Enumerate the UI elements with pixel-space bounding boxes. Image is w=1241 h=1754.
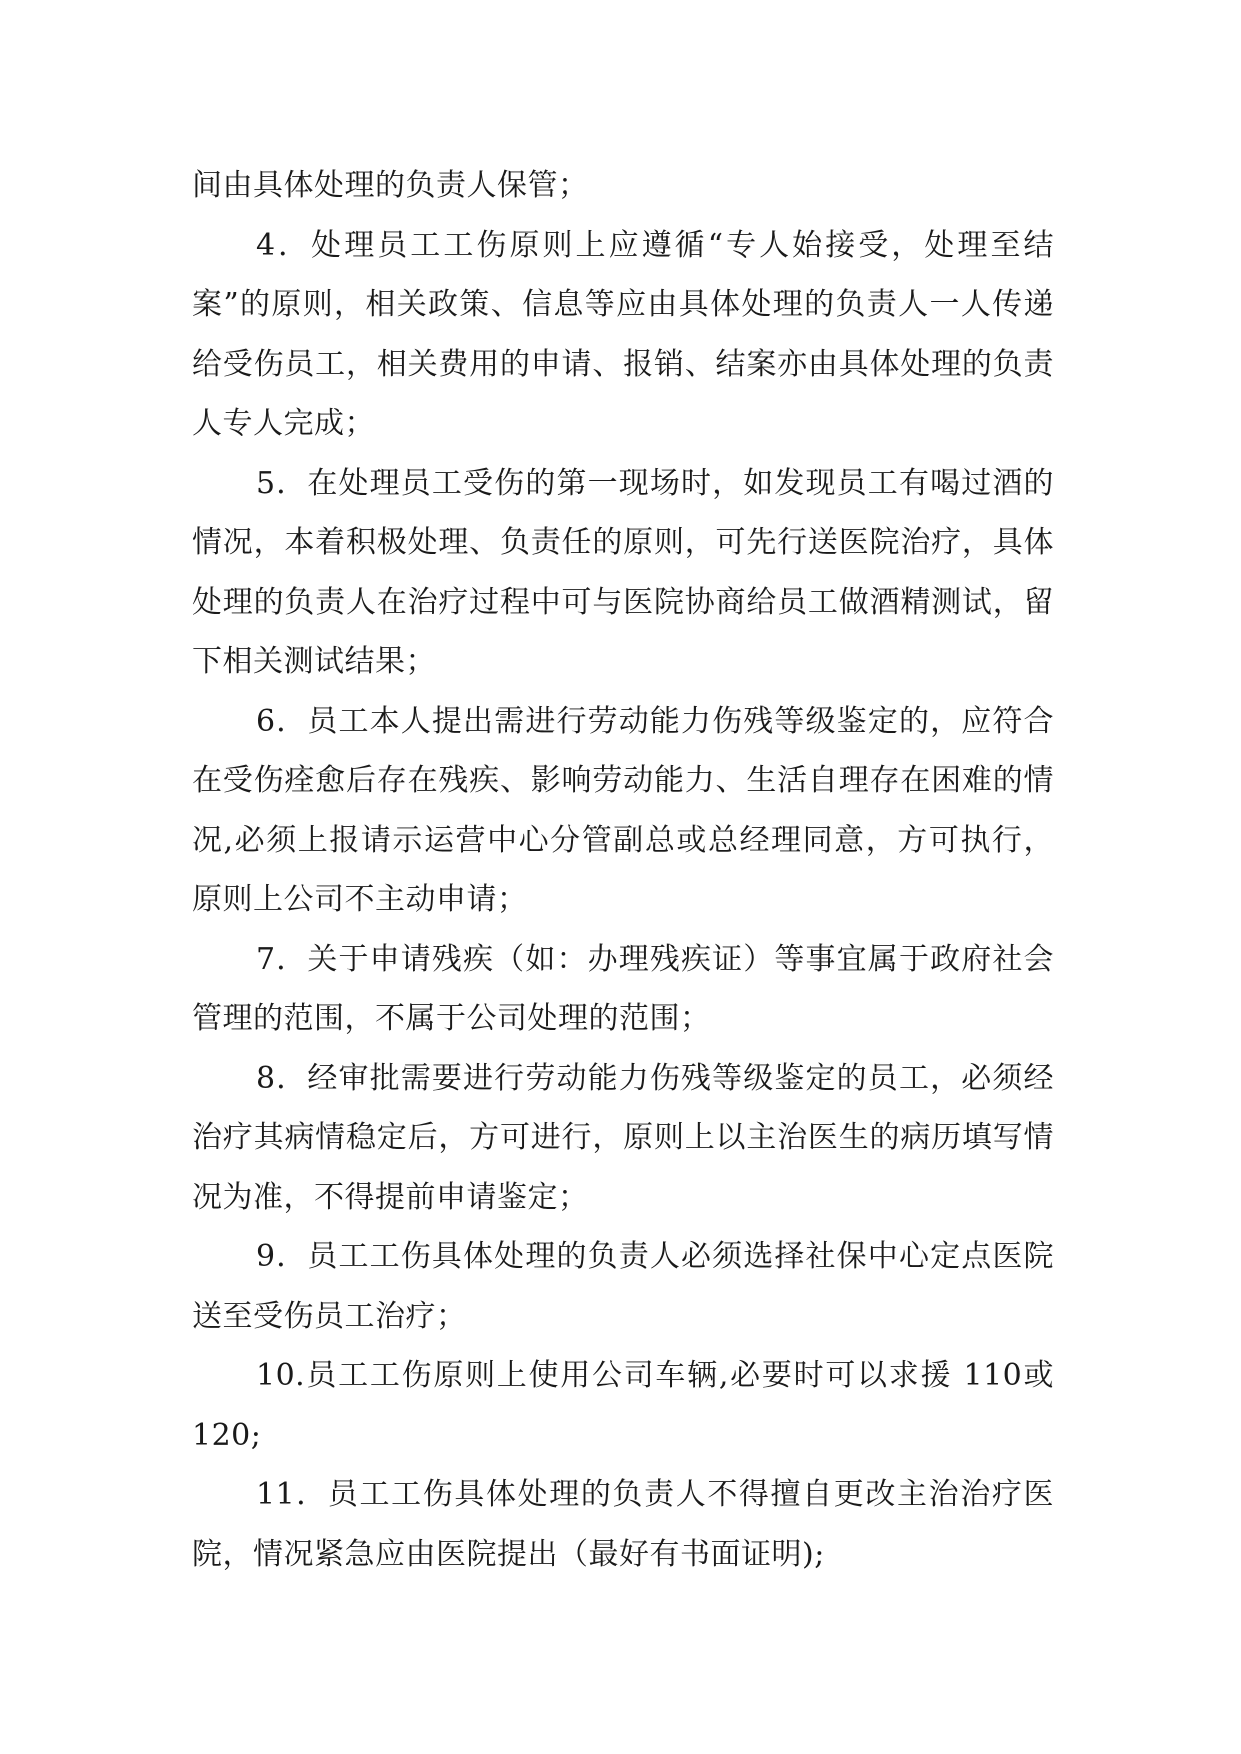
paragraph-item-7: 7．关于申请残疾（如：办理残疾证）等事宜属于政府社会管理的范围，不属于公司处理的范围； [192,941,1054,1036]
paragraph-item-4: 4．处理员工工伤原则上应遵循“专人始接受，处理至结案”的原则，相关政策、信息等应由具体处理的负责人一人传递给受伤员工，相关费用的申请、报销、结案亦由具体处理的负责人专人完成； [192,227,1054,441]
paragraph-item-8: 8．经审批需要进行劳动能力伤残等级鉴定的员工，必须经治疗其病情稳定后，方可进行，原则上以主治医生的病历填写情况为准，不得提前申请鉴定； [192,1060,1054,1215]
paragraph-item-5: 5．在处理员工受伤的第一现场时，如发现员工有喝过酒的情况，本着积极处理、负责任的原则，可先行送医院治疗，具体处理的负责人在治疗过程中可与医院协商给员工做酒精测试，留下相关测试结果； [192,465,1054,679]
paragraph-continuation: 间由具体处理的负责人保管； [192,168,589,203]
paragraph-item-6: 6．员工本人提出需进行劳动能力伤残等级鉴定的，应符合在受伤痊愈后存在残疾、影响劳动能力、生活自理存在困难的情况,必须上报请示运营中心分管副总或总经理同意，方可执行，原则上公司不主动申请； [192,703,1054,917]
document-body [192,156,1054,1584]
paragraph-item-9: 9．员工工伤具体处理的负责人必须选择社保中心定点医院送至受伤员工治疗； [192,1239,1054,1334]
paragraph-item-11: 11．员工工伤具体处理的负责人不得擅自更改主治治疗医院，情况紧急应由医院提出（最好有书面证明); [192,1477,1054,1572]
paragraph-item-10: 10.员工工伤原则上使用公司车辆,必要时可以求援 110或 120; [192,1358,1054,1453]
